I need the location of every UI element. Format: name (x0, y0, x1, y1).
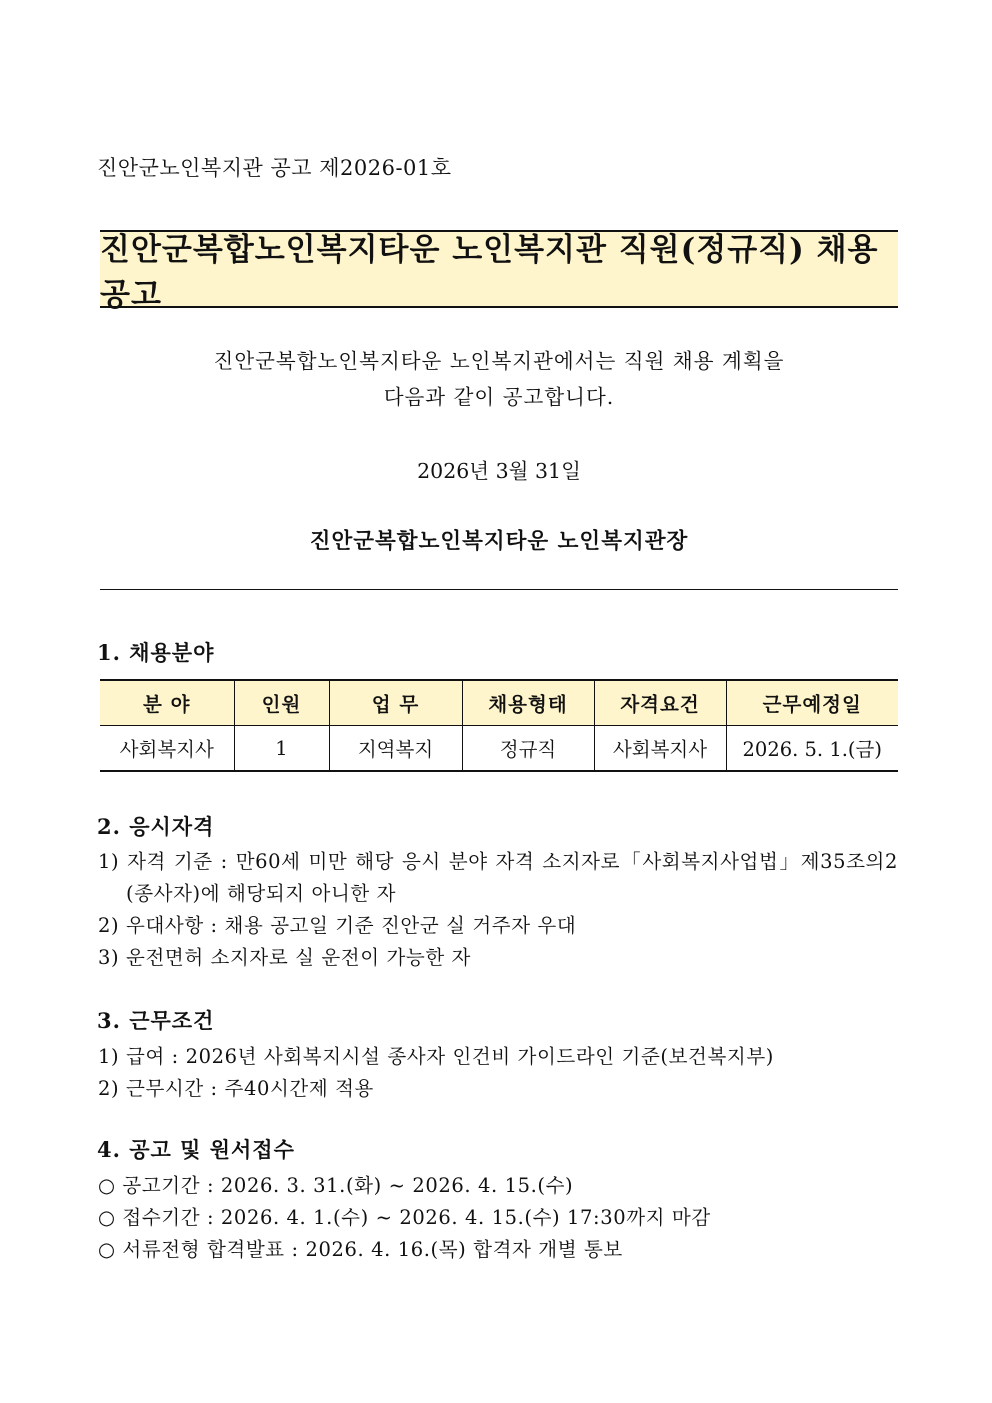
table-cell: 사회복지사 (100, 726, 234, 772)
list-item: 1) 급여 : 2026년 사회복지시설 종사자 인건비 가이드라인 기준(보건복지부) (98, 1045, 775, 1068)
table-cell: 지역복지 (329, 726, 462, 772)
list-item-continuation: (종사자)에 해당되지 아니한 자 (126, 882, 397, 905)
table-cell: 1 (234, 726, 329, 772)
table-header-cell: 업 무 (329, 680, 462, 726)
signer: 진안군복합노인복지타운 노인복지관장 (309, 529, 689, 554)
section-title-application: 4. 공고 및 원서접수 (97, 1137, 295, 1162)
announcement-date: 2026년 3월 31일 (417, 459, 581, 483)
table-header-row (100, 680, 898, 726)
intro-line-2: 다음과 같이 공고합니다. (383, 385, 615, 409)
section-title-work-conditions: 3. 근무조건 (97, 1008, 215, 1033)
intro-line-1: 진안군복합노인복지타운 노인복지관에서는 직원 채용 계획을 (213, 349, 785, 373)
table-cell: 사회복지사 (594, 726, 726, 772)
table-header-cell: 자격요건 (594, 680, 726, 726)
list-item: ○ 공고기간 : 2026. 3. 31.(화) ~ 2026. 4. 15.(수) (98, 1174, 574, 1197)
list-item: 2) 우대사항 : 채용 공고일 기준 진안군 실 거주자 우대 (98, 914, 577, 937)
section-title-recruitment-field: 1. 채용분야 (97, 640, 215, 665)
table-row (100, 726, 898, 772)
list-item: 3) 운전면허 소지자로 실 운전이 가능한 자 (98, 946, 471, 969)
list-item: 1) 자격 기준 : 만60세 미만 해당 응시 분야 자격 소지자로「사회복지사업법」제35조의2 (98, 850, 898, 873)
list-item: ○ 서류전형 합격발표 : 2026. 4. 16.(목) 합격자 개별 통보 (98, 1238, 623, 1261)
list-item: ○ 접수기간 : 2026. 4. 1.(수) ~ 2026. 4. 15.(수) 17:30까지 마감 (98, 1206, 711, 1229)
table-cell: 2026. 5. 1.(금) (726, 726, 898, 772)
table-header-cell: 분 야 (100, 680, 234, 726)
list-item: 2) 근무시간 : 주40시간제 적용 (98, 1077, 374, 1100)
recruitment-table (100, 679, 898, 772)
table-header-cell: 근무예정일 (726, 680, 898, 726)
page-title (100, 230, 898, 313)
table-cell: 정규직 (462, 726, 594, 772)
table-header-cell: 인원 (234, 680, 329, 726)
section-title-qualifications: 2. 응시자격 (97, 814, 215, 839)
table-header-cell: 채용형태 (462, 680, 594, 726)
page-title-text: 진안군복합노인복지타운 노인복지관 직원(정규직) 채용 공고 (100, 232, 879, 313)
notice-number: 진안군노인복지관 공고 제2026-01호 (97, 156, 452, 180)
divider (100, 589, 898, 590)
